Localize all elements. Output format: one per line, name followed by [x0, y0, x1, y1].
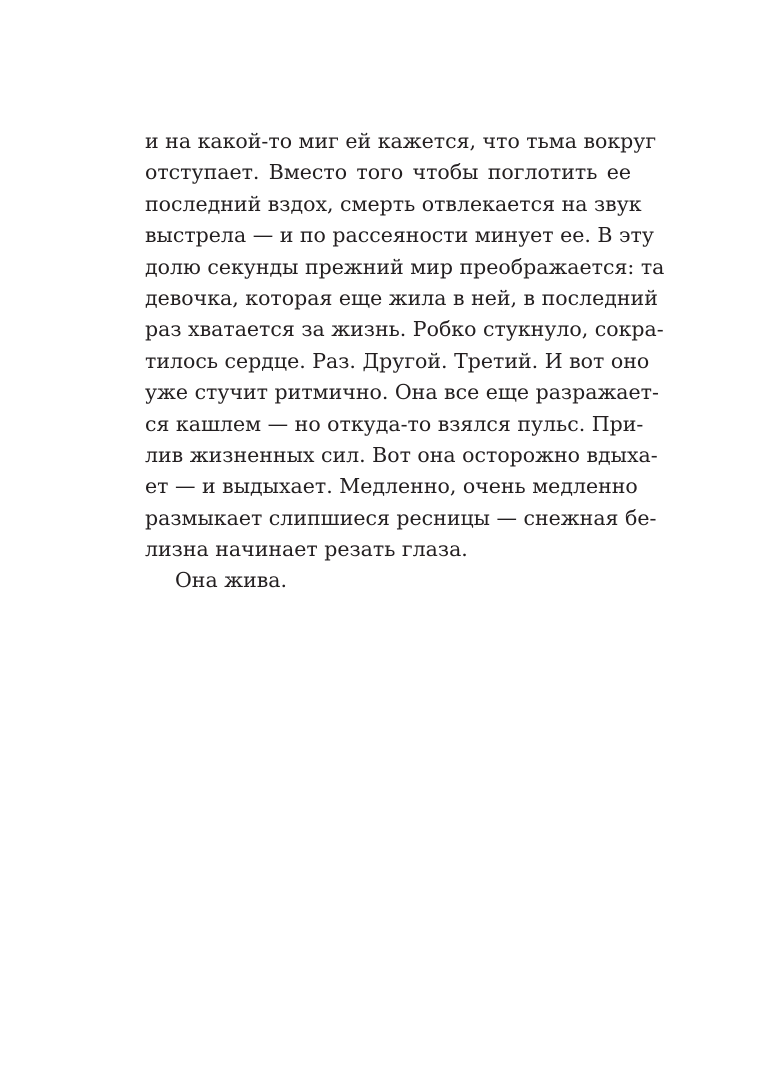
text-line: и на какой-то миг ей кажется, что тьма вокруг	[145, 129, 657, 153]
text-line: выстрела — и по рассеяности минует ее. В эту	[145, 223, 654, 248]
text-line: размыкает слипшиеся ресницы — снежная бе-	[145, 505, 657, 530]
text-line: ет — и выдыхает. Медленно, очень медленно	[145, 474, 638, 499]
text-line: долю секунды прежний мир преображается: та	[145, 254, 665, 279]
text-line: последний вздох, смерть отвлекается на звук	[145, 191, 642, 216]
paragraph	[145, 126, 665, 565]
body-text	[145, 126, 665, 597]
text-line: раз хватается за жизнь. Робко стукнуло, сокра-	[145, 317, 664, 342]
text-line: лизна начинает резать глаза.	[145, 537, 468, 562]
text-line: ся кашлем — но откуда-то взялся пульс. При-	[145, 411, 644, 436]
text-line: тилось сердце. Раз. Другой. Третий. И вот оно	[145, 348, 650, 373]
paragraph	[145, 565, 631, 596]
text-line: Она жива.	[175, 568, 288, 593]
text-line: уже стучит ритмично. Она все еще разражает-	[145, 380, 659, 405]
text-line: лив жизненных сил. Вот она осторожно вдыха-	[145, 442, 658, 467]
text-line: отступает. Вместо того чтобы поглотить ее	[145, 160, 631, 185]
text-line: девочка, которая еще жила в ней, в последний	[145, 285, 658, 310]
